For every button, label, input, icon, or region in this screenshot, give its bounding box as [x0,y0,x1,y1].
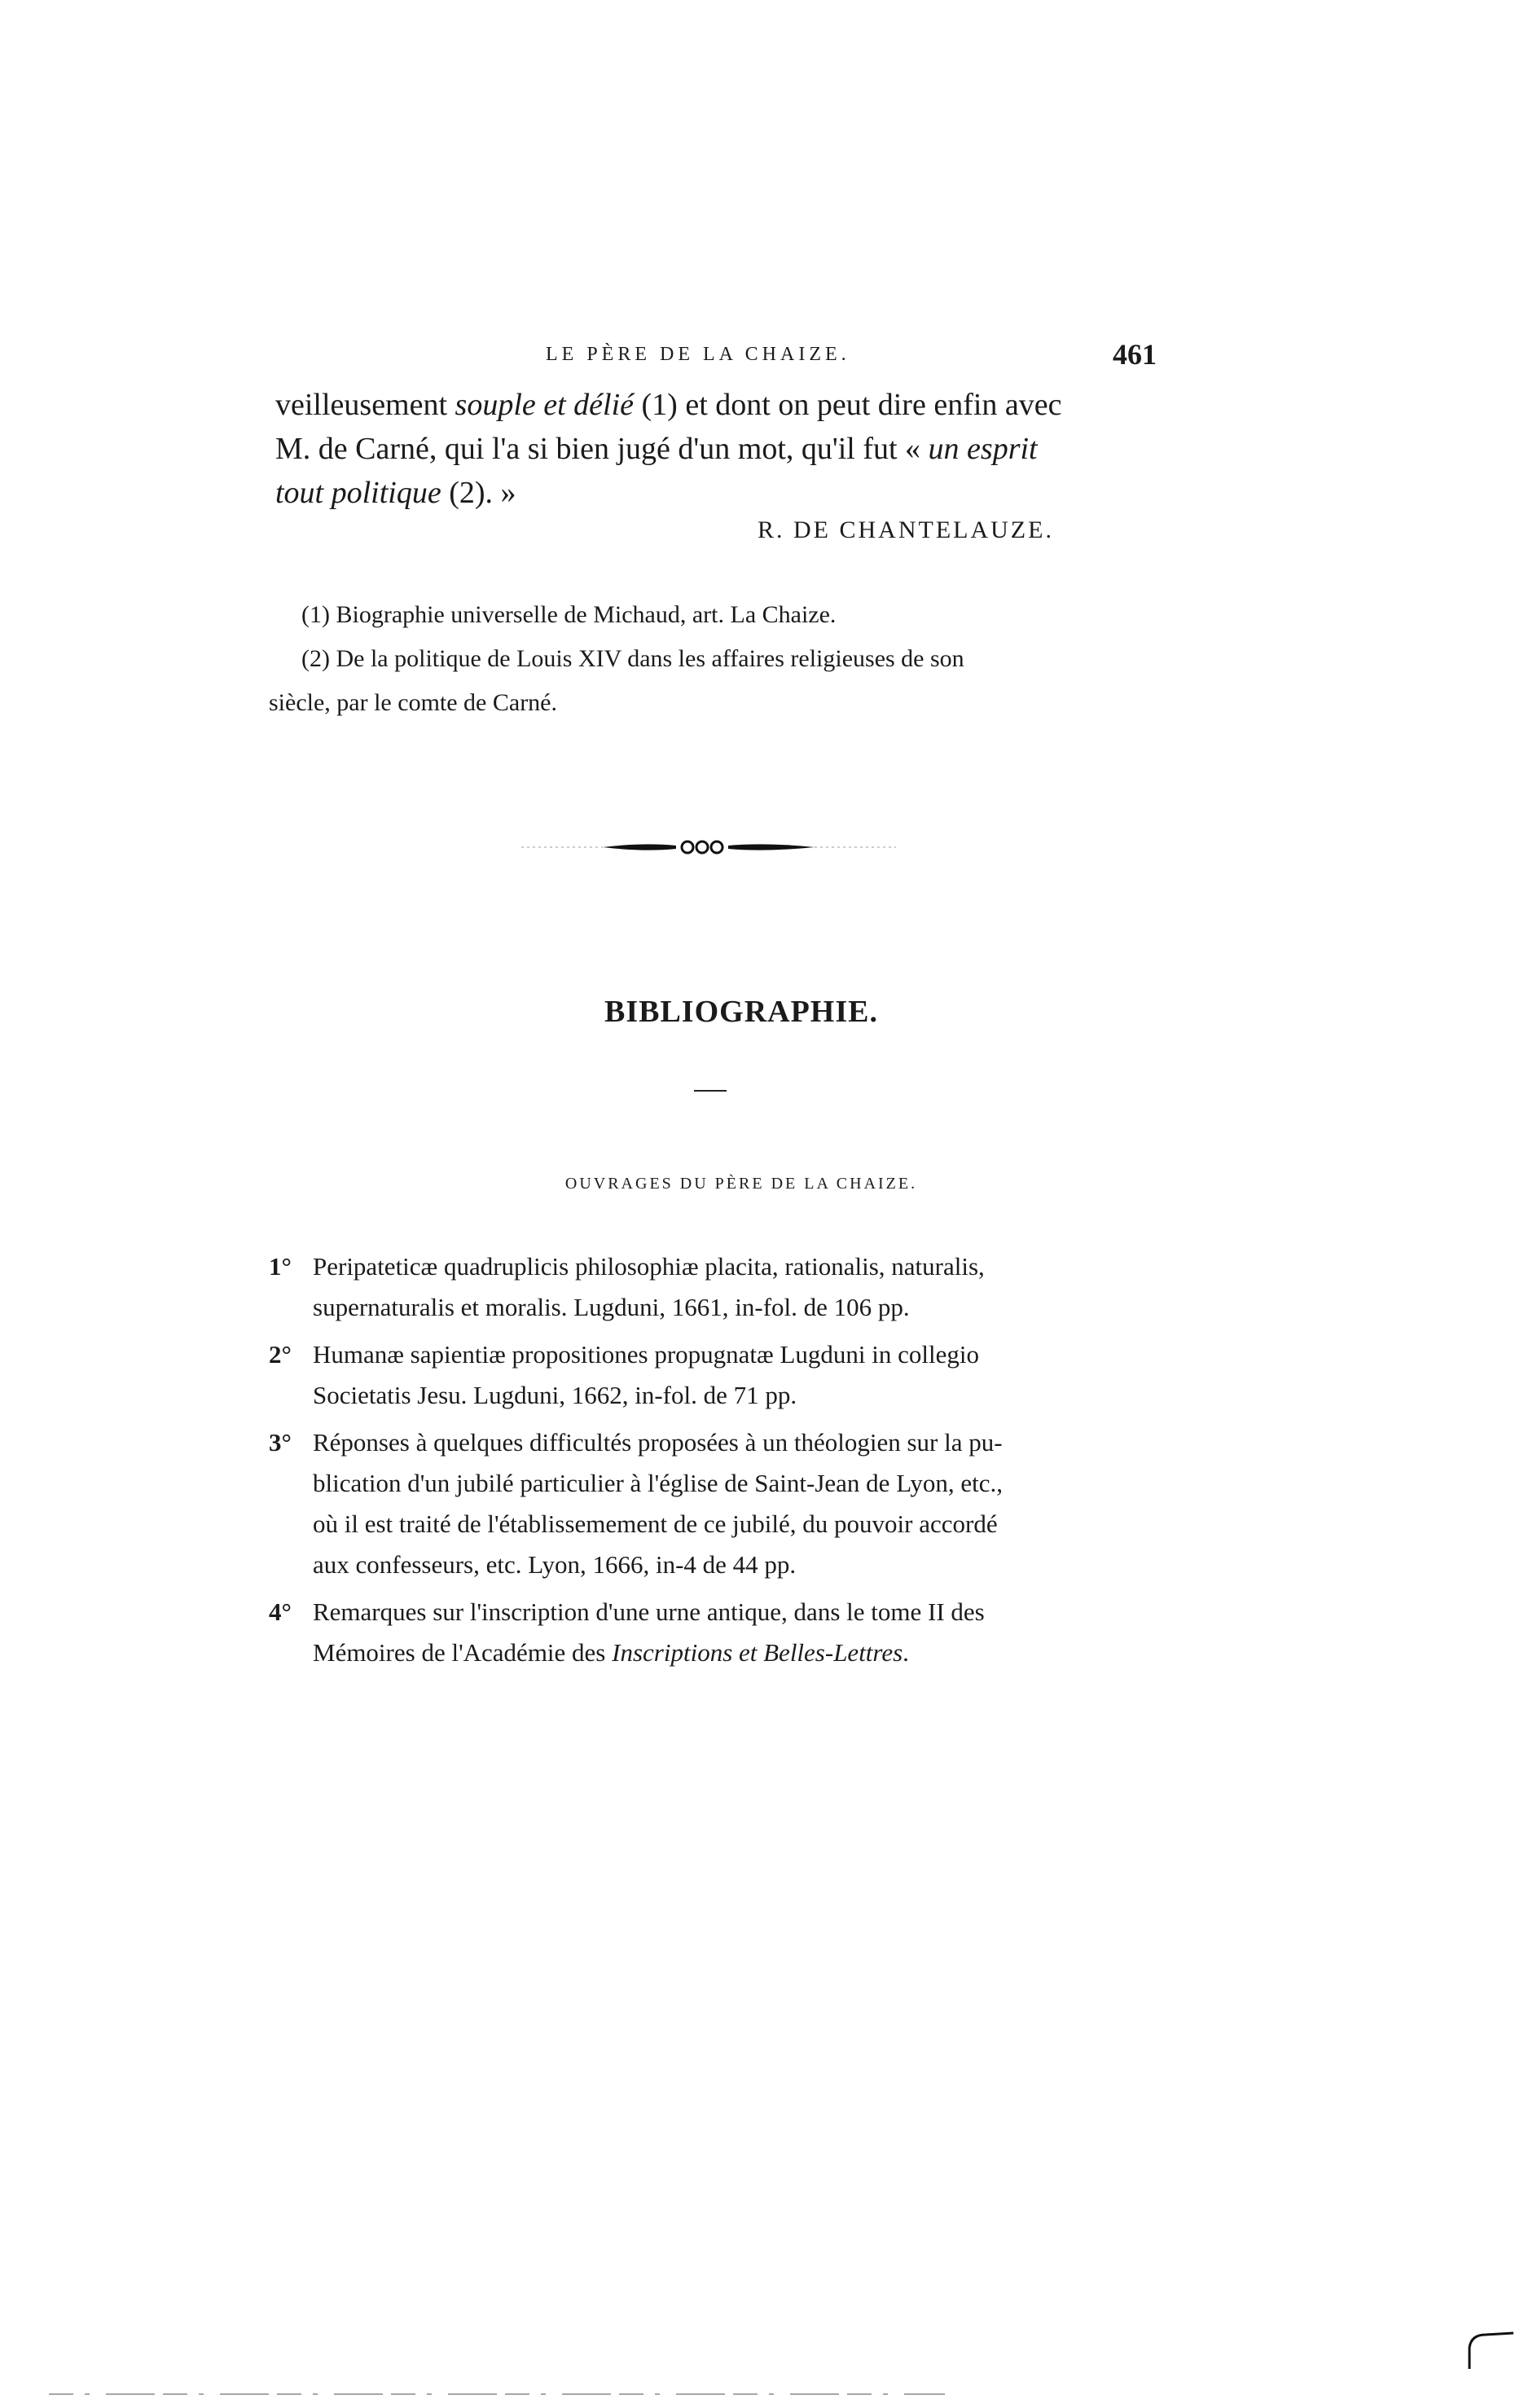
footnotes [269,593,1157,725]
scan-edge-marks [49,2392,945,2397]
corner-mark [1466,2330,1515,2371]
text-run: veilleusement [275,388,455,422]
work-line: aux confesseurs, etc. Lyon, 1666, in-4 de 44 pp. [313,1550,797,1579]
text-run: (1) et dont on peut dire enfin avec [634,388,1062,422]
work-item [269,1422,1158,1585]
work-line: Peripateticæ quadruplicis philosophiæ placita, rationalis, naturalis, [313,1252,985,1281]
closing-paragraph [275,383,1158,515]
subheading: OUVRAGES DU PÈRE DE LA CHAIZE. [564,1175,918,1193]
author-signature: R. DE CHANTELAUZE. [758,516,1054,543]
running-title: LE PÈRE DE LA CHAIZE. [546,344,850,365]
italic-run: un esprit [928,432,1038,466]
work-number: 2° [269,1340,292,1369]
page-number: 461 [1113,338,1157,371]
italic-run: tout politique [275,476,441,510]
work-line: où il est traité de l'établissemement de ce jubilé, du pouvoir accordé [313,1509,998,1538]
work-item [269,1334,1158,1416]
section-title: BIBLIOGRAPHIE. [604,995,879,1029]
italic-run: Inscriptions et Belles-Lettres [612,1638,903,1667]
work-line: Remarques sur l'inscription d'une urne antique, dans le tome II des [313,1597,985,1626]
italic-run: souple et délié [455,388,635,422]
work-number: 3° [269,1428,292,1457]
text-run: Mémoires de l'Académie des [313,1638,613,1667]
footnote-1: (1) Biographie universelle de Michaud, art. La Chaize. [301,601,837,628]
work-line: Societatis Jesu. Lugduni, 1662, in-fol. de 71 pp. [313,1381,797,1409]
work-line: Humanæ sapientiæ propositiones propugnatæ Lugduni in collegio [313,1340,979,1369]
work-line: Réponses à quelques difficultés proposées à un théologien sur la pu- [313,1428,1003,1457]
text-run: M. de Carné, qui l'a si bien jugé d'un mot, qu'il fut « [275,432,929,466]
footnote-2-line-2: siècle, par le comte de Carné. [269,689,557,716]
work-number: 4° [269,1597,292,1626]
ornamental-divider [521,831,896,863]
work-item [269,1246,1158,1328]
text-run: (2). » [441,476,516,510]
work-line [313,1632,1158,1673]
paragraph-line [275,427,1158,471]
running-head [521,338,1157,375]
footnote-2-line-1: (2) De la politique de Louis XIV dans les affaires religieuses de son [301,645,964,672]
work-item [269,1592,1158,1673]
work-line: blication d'un jubilé particulier à l'église de Saint-Jean de Lyon, etc., [313,1469,1004,1497]
short-rule [694,1090,727,1092]
work-line: supernaturalis et moralis. Lugduni, 1661, in-fol. de 106 pp. [313,1293,910,1321]
paragraph-line [275,471,1158,515]
works-list [269,1246,1158,1680]
text-run: . [903,1638,909,1667]
paragraph-line [275,383,1158,427]
work-number: 1° [269,1252,292,1281]
